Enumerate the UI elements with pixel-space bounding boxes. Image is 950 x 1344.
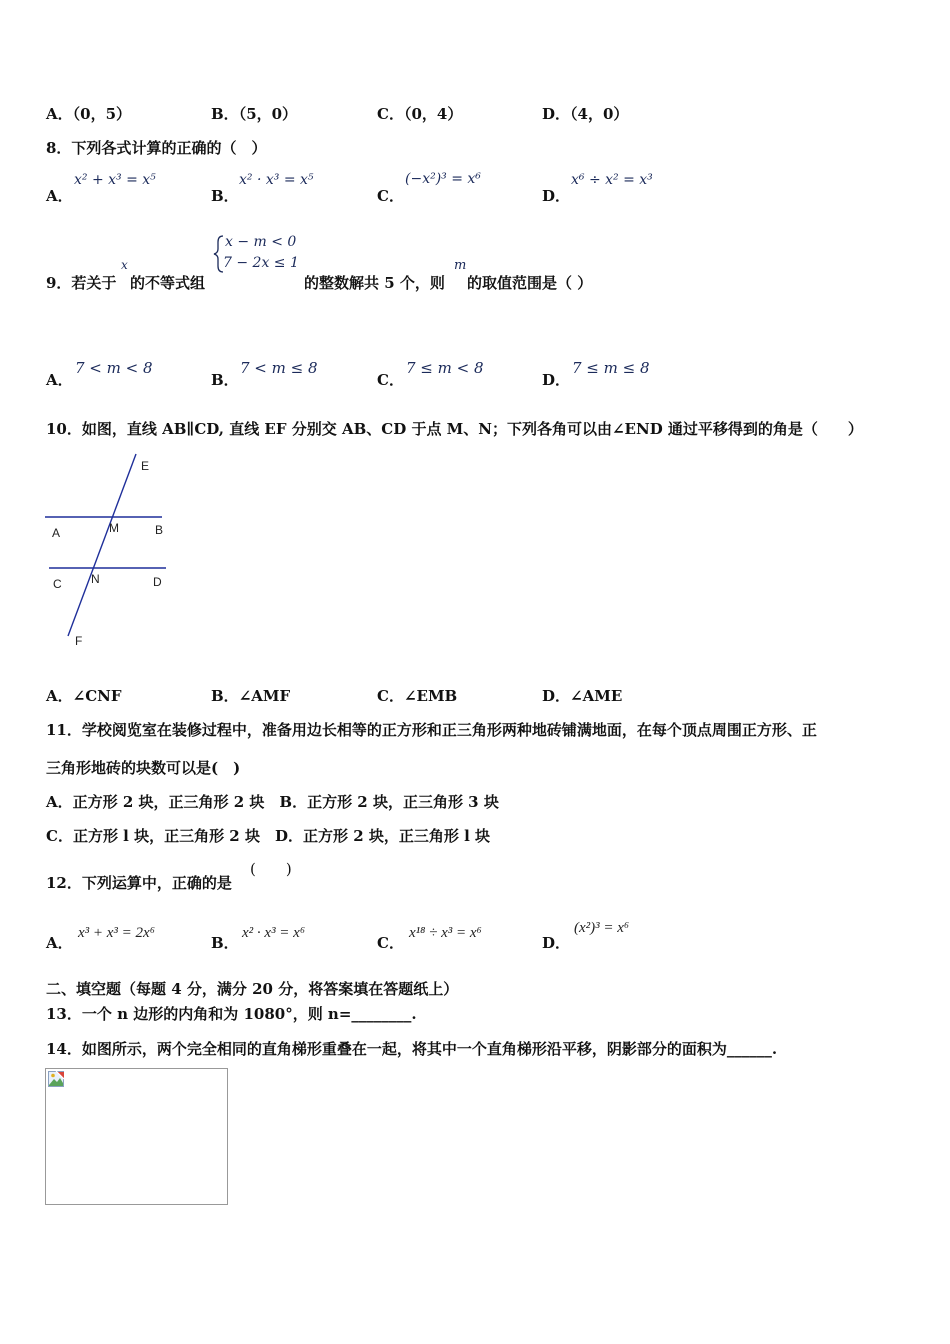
- q9-option-b-label: B．: [211, 371, 239, 389]
- q7-option-d: D．（4，0）: [542, 105, 629, 123]
- label-b: B: [155, 523, 164, 537]
- q11-stem-line1: 11．学校阅览室在装修过程中，准备用边长相等的正方形和正三角形两种地砖铺满地面，在每个顶点周围正方形、正: [46, 721, 817, 739]
- q11-options-line2: C．正方形 l 块，正三角形 2 块 D．正方形 2 块，正三角形 l 块: [46, 827, 490, 845]
- q9-system-line1: x − m < 0: [225, 234, 297, 250]
- q12-stem: 12．下列运算中，正确的是: [46, 874, 232, 892]
- q9-stem-c: 的整数解共 5 个，则: [304, 274, 445, 292]
- line-ef: [68, 454, 136, 636]
- label-a: A: [52, 526, 61, 540]
- q9-stem-d: 的取值范围是（ ）: [467, 274, 593, 292]
- q9-stem-b: 的不等式组: [130, 274, 206, 292]
- q8-option-b-expr: x² · x³ = x⁵: [239, 172, 314, 188]
- q7-option-a: A．（0，5）: [46, 105, 132, 123]
- q8-option-d-expr: x⁶ ÷ x² = x³: [571, 172, 653, 188]
- label-n: N: [91, 572, 100, 586]
- q8-option-c-expr: (−x²)³ = x⁶: [405, 171, 481, 187]
- q9-option-a-label: A．: [46, 371, 73, 389]
- label-m: M: [109, 521, 119, 535]
- q9-option-c-label: C．: [377, 371, 404, 389]
- q8-option-c-label: C．: [377, 187, 404, 205]
- q9-var-x: x: [121, 258, 128, 272]
- q10-option-b: B．∠AMF: [211, 687, 291, 705]
- q9-option-c-expr: 7 ≤ m < 8: [406, 359, 484, 377]
- q10-option-a: A．∠CNF: [46, 687, 122, 705]
- q12-paren: ( ): [250, 860, 292, 878]
- q13-stem: 13．一个 n 边形的内角和为 1080°，则 n=________.: [46, 1005, 417, 1023]
- q12-option-c-label: C．: [377, 934, 404, 952]
- q14-figure-broken-image: [45, 1068, 228, 1205]
- q8-option-d-label: D．: [542, 187, 571, 205]
- q9-var-m: m: [454, 258, 467, 273]
- q8-option-a-expr: x² + x³ = x⁵: [74, 172, 156, 188]
- q14-stem: 14．如图所示，两个完全相同的直角梯形重叠在一起，将其中一个直角梯形沿平移，阴影部分的面积为______.: [46, 1040, 778, 1058]
- q7-option-b: B．（5，0）: [211, 105, 298, 123]
- q10-option-d: D．∠AME: [542, 687, 623, 705]
- q12-option-a-label: A．: [46, 934, 73, 952]
- label-c: C: [53, 577, 62, 591]
- q12-option-c-expr: x¹⁸ ÷ x³ = x⁶: [409, 925, 482, 941]
- q12-option-d-expr: (x²)³ = x⁶: [574, 920, 630, 936]
- section2-heading: 二、填空题（每题 4 分，满分 20 分，将答案填在答题纸上）: [46, 980, 459, 998]
- q12-option-b-label: B．: [211, 934, 239, 952]
- label-f: F: [75, 634, 83, 648]
- q8-option-b-label: B．: [211, 187, 239, 205]
- q11-options-line1: A．正方形 2 块，正三角形 2 块 B．正方形 2 块，正三角形 3 块: [46, 793, 499, 811]
- q9-stem-a: 9．若关于: [46, 274, 117, 292]
- q9-option-a-expr: 7 < m < 8: [75, 359, 153, 377]
- q10-stem: 10．如图，直线 AB∥CD, 直线 EF 分别交 AB、CD 于点 M、N；下列各角可以由∠END 通过平移得到的角是（ ）: [46, 420, 863, 438]
- q9-option-d-label: D．: [542, 371, 571, 389]
- q12-option-d-label: D．: [542, 934, 571, 952]
- q12-option-b-expr: x² · x³ = x⁶: [242, 925, 306, 941]
- q7-option-c: C．（0，4）: [377, 105, 463, 123]
- q9-system-line2: 7 − 2x ≤ 1: [223, 255, 299, 271]
- q9-option-b-expr: 7 < m ≤ 8: [240, 359, 318, 377]
- q10-figure: [40, 448, 180, 650]
- q10-option-c: C．∠EMB: [377, 687, 458, 705]
- label-d: D: [153, 575, 162, 589]
- q8-stem: 8．下列各式计算的正确的（ ）: [46, 139, 267, 157]
- broken-image-icon: [48, 1071, 64, 1087]
- q12-option-a-expr: x³ + x³ = 2x⁶: [78, 925, 155, 941]
- q9-option-d-expr: 7 ≤ m ≤ 8: [572, 359, 650, 377]
- q11-stem-line2: 三角形地砖的块数可以是( ): [46, 759, 241, 777]
- label-e: E: [141, 459, 150, 473]
- q8-option-a-label: A．: [46, 187, 73, 205]
